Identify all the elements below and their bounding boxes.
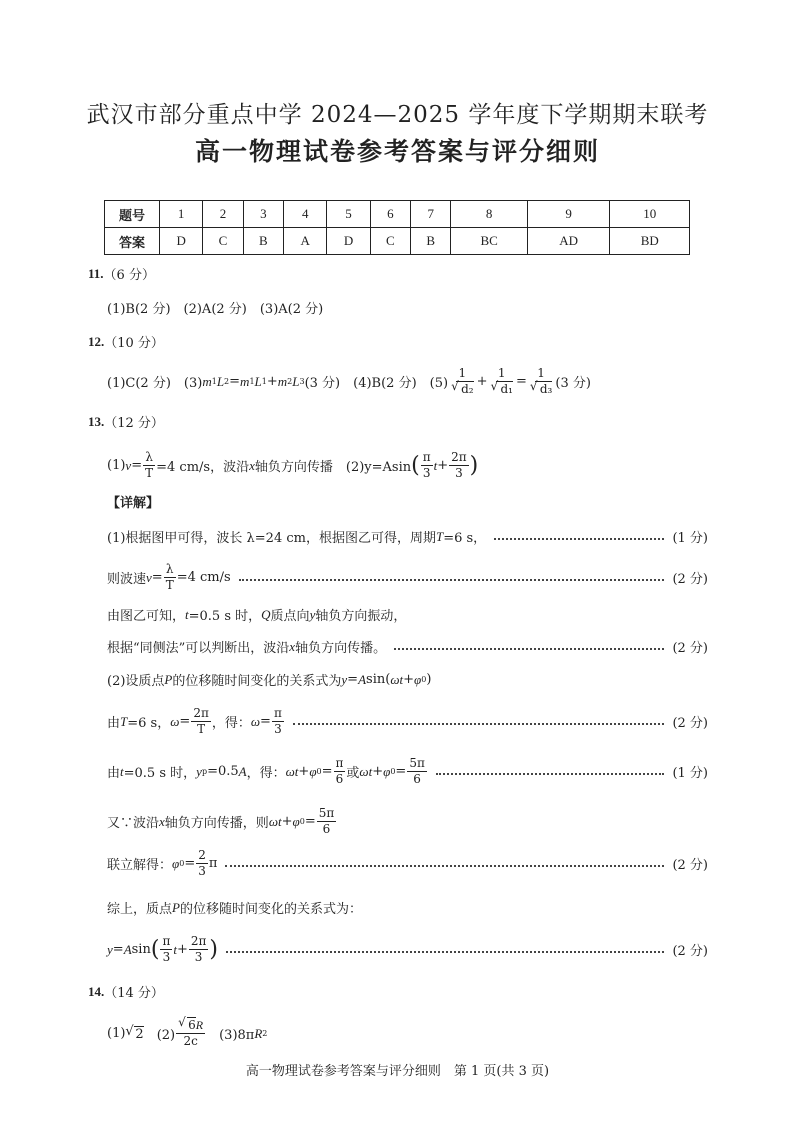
- text: =: [395, 764, 407, 779]
- math-variable: A: [358, 671, 367, 687]
- table-row-numbers: [105, 201, 690, 228]
- answer-cell: D: [160, 228, 203, 255]
- text: 1: [458, 366, 467, 380]
- math-variable: ωt: [268, 813, 282, 829]
- fraction: [421, 450, 433, 481]
- numerator: [189, 934, 209, 950]
- table-header-cell: 答案: [105, 228, 160, 255]
- fraction: [196, 848, 208, 879]
- line-d2: [107, 562, 708, 593]
- line-q12-answer: [107, 366, 708, 397]
- text: 2c: [183, 1034, 198, 1048]
- question-number-cell: 7: [411, 201, 451, 228]
- dotted-leader: [494, 538, 664, 540]
- text: +: [266, 374, 278, 389]
- text: π: [162, 934, 171, 948]
- text: =: [179, 714, 191, 729]
- text: =0.5 s 时，: [123, 766, 197, 781]
- text: 3: [198, 864, 206, 878]
- document-subtitle: 高一物理试卷参考答案与评分细则: [194, 137, 600, 166]
- answer-cell: AD: [527, 228, 610, 255]
- line-d9: [107, 848, 708, 879]
- math-variable: y: [107, 941, 113, 957]
- text: 2: [198, 848, 206, 862]
- line-d5: [107, 670, 708, 689]
- square-root: √ d₃: [539, 381, 553, 396]
- subscript: 1: [261, 377, 267, 386]
- text: π: [273, 706, 282, 720]
- text: π: [422, 450, 431, 464]
- text: 2π: [451, 450, 467, 464]
- text: +: [372, 764, 384, 779]
- line-d3: [107, 605, 708, 624]
- parenthesis: ): [209, 936, 218, 962]
- line-d8: [107, 806, 708, 837]
- line-q11-answer: [107, 298, 708, 317]
- fraction: [488, 366, 515, 397]
- text: ，得：: [211, 716, 251, 731]
- question-number-cell: 1: [160, 201, 203, 228]
- question-number-cell: 9: [527, 201, 610, 228]
- text: 6: [413, 772, 421, 786]
- numerator: [272, 706, 284, 722]
- text: 3: [274, 722, 282, 736]
- line-q13-answer: [107, 450, 708, 481]
- text: (1)B(2 分) (2)A(2 分) (3)A(2 分): [107, 302, 324, 317]
- subscript: 1: [211, 377, 217, 386]
- math-variable: t: [120, 763, 124, 779]
- text: 3: [162, 950, 171, 964]
- square-root: √ d₂: [460, 381, 474, 396]
- text: 6: [335, 772, 344, 786]
- numerator: [176, 1018, 205, 1034]
- line-detail-heading: [107, 492, 708, 511]
- fraction: [176, 1018, 205, 1049]
- line-d6: [107, 706, 708, 737]
- text: =: [229, 374, 241, 389]
- text: ): [426, 672, 432, 687]
- numerator: [449, 450, 469, 466]
- text: 2π: [193, 706, 209, 720]
- math-variable: ωt: [359, 763, 373, 779]
- math-variable: φ: [172, 855, 180, 871]
- fraction: [407, 756, 427, 787]
- text: +: [403, 672, 415, 687]
- text: 又∵波沿: [107, 816, 160, 831]
- math-variable: x: [289, 638, 296, 654]
- text: 综上，质点: [107, 902, 173, 917]
- answer-table: [104, 200, 690, 255]
- numerator: [160, 934, 172, 950]
- fraction: [160, 934, 172, 965]
- text: 3: [422, 466, 431, 480]
- text: λ: [165, 562, 174, 576]
- denominator: [421, 466, 433, 481]
- math-variable: Q: [261, 606, 271, 622]
- text: =: [112, 942, 124, 957]
- text: (3)8π: [206, 1028, 255, 1043]
- text: =: [515, 374, 527, 389]
- text: π: [335, 756, 344, 770]
- math-variable: t: [185, 606, 189, 622]
- text: ，得：: [246, 766, 286, 781]
- math-variable: P: [164, 671, 173, 687]
- score-label: (2 分): [672, 858, 708, 873]
- section-heading: 【详解】: [107, 496, 160, 511]
- math-variable: T: [120, 713, 128, 729]
- text: =4 cm/s: [176, 570, 231, 585]
- text: =0.5: [207, 764, 239, 779]
- text: =: [347, 672, 359, 687]
- answer-cell: BD: [610, 228, 690, 255]
- subscript: 0: [299, 817, 305, 826]
- subscript: 2: [224, 377, 230, 386]
- text: 则波速: [107, 572, 147, 587]
- denominator: [161, 950, 173, 965]
- line-q11-header: [88, 264, 708, 283]
- line-d11: [107, 934, 708, 965]
- text: （10 分）: [104, 336, 164, 351]
- square-root: √ d₁: [499, 381, 513, 396]
- denominator: [411, 772, 423, 787]
- fraction: [528, 366, 555, 397]
- dotted-leader: [226, 951, 664, 953]
- text: =6 s，: [443, 531, 487, 546]
- text: 由图乙可知，: [107, 609, 186, 624]
- dotted-leader: [239, 579, 665, 581]
- text: 1: [537, 366, 545, 380]
- math-variable: ω: [170, 713, 180, 729]
- parenthesis: (: [150, 936, 160, 962]
- math-variable: φ: [414, 671, 422, 687]
- denominator: [321, 822, 333, 837]
- math-variable: L: [292, 373, 300, 389]
- parenthesis: (: [411, 452, 420, 478]
- text: 2π: [190, 934, 207, 948]
- math-variable: φ: [292, 813, 300, 829]
- question-number: 12.: [88, 333, 105, 349]
- superscript: 2: [262, 1029, 268, 1038]
- text: （14 分）: [104, 986, 164, 1001]
- answer-cell: D: [327, 228, 370, 255]
- table-header-cell: 题号: [105, 201, 160, 228]
- text: 5π: [318, 806, 335, 820]
- text: (1): [107, 1026, 126, 1041]
- text: 由: [107, 766, 121, 781]
- text: 轴负方向传播。: [295, 641, 387, 656]
- numerator: [196, 848, 208, 864]
- page-footer: 高一物理试卷参考答案与评分细则 第 1 页(共 3 页): [245, 1064, 550, 1079]
- text: T: [145, 466, 154, 480]
- text: 的位移随时间变化的关系式为：: [179, 902, 362, 917]
- fraction: [191, 706, 211, 737]
- answer-cell: C: [370, 228, 410, 255]
- text: (1): [107, 458, 126, 473]
- score-label: (2 分): [672, 716, 708, 731]
- math-variable: R: [195, 1018, 204, 1032]
- dotted-leader: [436, 773, 665, 775]
- question-number: 14.: [88, 983, 105, 999]
- text: 3: [194, 950, 203, 964]
- math-variable: y: [341, 671, 348, 687]
- math-variable: R: [254, 1025, 263, 1041]
- fraction: [317, 806, 337, 837]
- denominator: [196, 864, 208, 879]
- subscript: 3: [299, 377, 305, 386]
- score-label: (1 分): [672, 531, 708, 546]
- denominator: [164, 578, 176, 593]
- text: 轴负方向传播 (2)y=Asin: [254, 460, 412, 475]
- line-q14-answer: [107, 1018, 708, 1049]
- text: 联立解得：: [107, 858, 173, 873]
- text: (3 分): [555, 376, 591, 391]
- denominator: [528, 382, 555, 397]
- math-variable: t: [173, 941, 177, 957]
- fraction: [449, 366, 476, 397]
- math-variable: L: [216, 373, 225, 389]
- math-variable: y: [309, 606, 316, 622]
- text: +: [298, 764, 310, 779]
- table-row-answers: [105, 228, 690, 255]
- math-variable: L: [254, 373, 262, 389]
- line-q13-header: [88, 412, 708, 431]
- math-variable: v: [125, 457, 132, 473]
- math-variable: ωt: [390, 671, 404, 687]
- numerator: [407, 756, 427, 772]
- fraction: [164, 562, 176, 593]
- subscript: 0: [316, 767, 322, 776]
- denominator: [143, 466, 155, 481]
- question-number-cell: 10: [610, 201, 690, 228]
- fraction: [449, 450, 469, 481]
- denominator: [272, 722, 284, 737]
- text: (2)设质点: [107, 674, 165, 689]
- denominator: [181, 1034, 199, 1049]
- question-number: 11.: [88, 265, 104, 281]
- math-variable: x: [159, 813, 165, 829]
- math-variable: A: [238, 763, 247, 779]
- score-label: (2 分): [672, 944, 708, 959]
- subscript: 0: [421, 675, 427, 684]
- line-q14-header: [88, 982, 708, 1001]
- text: 1: [497, 366, 506, 380]
- answer-cell: A: [284, 228, 327, 255]
- dotted-leader: [394, 648, 664, 650]
- text: =6 s，: [127, 716, 171, 731]
- fraction: [334, 756, 346, 787]
- numerator: [317, 806, 337, 822]
- question-number-cell: 6: [370, 201, 410, 228]
- numerator: [421, 450, 433, 466]
- line-d4: [107, 637, 708, 656]
- text: +: [281, 814, 293, 829]
- text: =: [304, 814, 316, 829]
- text: 或: [346, 766, 360, 781]
- text: +: [437, 458, 449, 473]
- math-variable: y: [196, 763, 202, 779]
- math-variable: v: [146, 569, 152, 585]
- line-d1: [107, 527, 708, 546]
- score-label: (2 分): [672, 641, 708, 656]
- fraction: [143, 450, 155, 481]
- text: (3 分) (4)B(2 分) (5): [304, 376, 449, 391]
- text: +: [176, 942, 188, 957]
- text: 质点向: [270, 609, 310, 624]
- question-number-cell: 5: [327, 201, 370, 228]
- text: =: [184, 856, 196, 871]
- answer-cell: B: [243, 228, 283, 255]
- math-variable: ωt: [285, 763, 299, 779]
- text: 轴负方向振动，: [315, 609, 407, 624]
- math-variable: P: [172, 899, 180, 915]
- text: =: [260, 714, 271, 729]
- math-variable: x: [249, 457, 255, 473]
- answer-cell: C: [203, 228, 243, 255]
- numerator: [143, 450, 155, 466]
- text: (1)C(2 分) (3): [107, 376, 203, 391]
- text: =4 cm/s，波沿: [156, 460, 250, 475]
- square-root: √ 2: [134, 1026, 143, 1042]
- text: sin: [131, 942, 151, 957]
- answer-cell: BC: [451, 228, 528, 255]
- line-d7: [107, 756, 708, 787]
- text: =0.5 s 时，: [188, 609, 262, 624]
- text: （12 分）: [104, 416, 164, 431]
- question-number: 13.: [88, 413, 105, 429]
- question-number-cell: 2: [203, 201, 243, 228]
- text: T: [165, 578, 174, 592]
- text: 轴负方向传播，则: [164, 816, 269, 831]
- numerator: [191, 706, 211, 722]
- score-label: (1 分): [672, 766, 708, 781]
- question-number-cell: 3: [243, 201, 283, 228]
- text: T: [197, 722, 206, 736]
- square-root: √ 6: [187, 1017, 196, 1032]
- math-variable: A: [123, 941, 132, 957]
- denominator: [193, 950, 205, 965]
- line-q12-header: [88, 332, 708, 351]
- text: 5π: [409, 756, 425, 770]
- text: (2): [143, 1028, 176, 1043]
- text: λ: [145, 450, 153, 464]
- line-d10: [107, 898, 708, 917]
- math-variable: m: [202, 373, 212, 389]
- parenthesis: ): [469, 452, 479, 478]
- text: （6 分）: [103, 268, 155, 283]
- dotted-leader: [225, 865, 664, 867]
- math-variable: ω: [250, 713, 261, 729]
- text: π: [208, 856, 218, 871]
- text: 的位移随时间变化的关系式为: [172, 674, 342, 689]
- question-number-cell: 4: [284, 201, 327, 228]
- denominator: [195, 722, 207, 737]
- denominator: [334, 772, 346, 787]
- fraction: [272, 706, 284, 737]
- denominator: [488, 382, 515, 397]
- text: 6: [322, 822, 331, 836]
- text: 根据“同侧法”可以判断出，波沿: [107, 641, 290, 656]
- text: =: [131, 458, 143, 473]
- text: +: [476, 374, 488, 389]
- subscript: 1: [249, 377, 255, 386]
- denominator: [449, 382, 476, 397]
- subscript: 2: [287, 377, 293, 386]
- text: 3: [455, 466, 463, 480]
- math-variable: φ: [309, 763, 317, 779]
- document-title: 武汉市部分重点中学 2024—2025 学年度下学期期末联考: [86, 102, 709, 128]
- dotted-leader: [293, 723, 665, 725]
- math-variable: T: [435, 528, 444, 544]
- subscript: p: [201, 767, 208, 776]
- answer-cell: B: [411, 228, 451, 255]
- numerator: [334, 756, 346, 772]
- math-variable: m: [277, 373, 288, 389]
- math-variable: t: [433, 457, 438, 473]
- text: 由: [107, 716, 121, 731]
- text: =: [151, 570, 163, 585]
- text: =: [321, 764, 333, 779]
- subscript: 0: [179, 859, 185, 868]
- denominator: [453, 466, 465, 481]
- score-label: (2 分): [672, 572, 708, 587]
- text: sin(: [366, 672, 391, 687]
- math-variable: φ: [383, 763, 391, 779]
- question-number-cell: 8: [451, 201, 528, 228]
- math-variable: m: [240, 373, 250, 389]
- text: (1)根据图甲可得，波长 λ=24 cm，根据图乙可得，周期: [107, 531, 436, 546]
- fraction: [189, 934, 209, 965]
- numerator: [164, 562, 176, 578]
- subscript: 0: [390, 767, 396, 776]
